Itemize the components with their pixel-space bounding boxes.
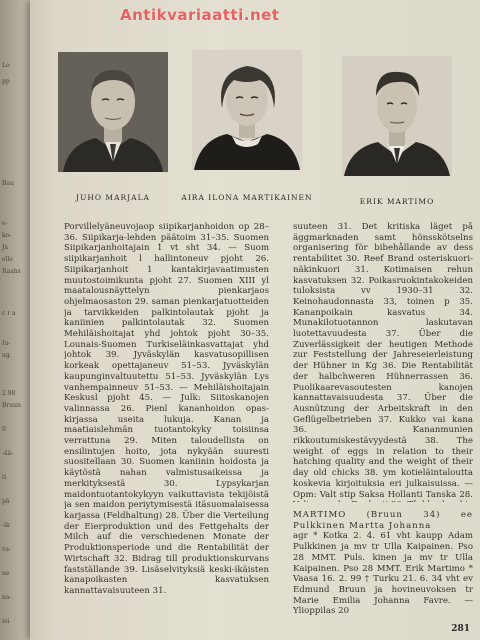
portrait-silhouette-icon	[342, 56, 452, 176]
portrait-silhouette-icon	[58, 52, 168, 172]
portrait-caption: ERIK MARTIMO	[359, 197, 435, 206]
previous-page-fragment: 2.98	[2, 390, 16, 397]
page-number: 281	[451, 624, 470, 634]
previous-page-fragment: Bau	[2, 180, 14, 187]
previous-page-fragment: va-	[2, 546, 11, 553]
previous-page-fragment: 0	[2, 426, 6, 433]
previous-page-fragment: ti	[2, 474, 7, 481]
portrait-silhouette-icon	[192, 50, 302, 170]
previous-page-fragment: -ik	[2, 522, 10, 529]
previous-page-fragment: c r a	[2, 310, 16, 317]
previous-page-fragment: na-	[2, 594, 12, 601]
previous-page-fragment: e-	[2, 220, 8, 227]
portrait-caption: JUHO MARJALA	[76, 193, 150, 202]
previous-page-fragment: pp	[2, 78, 10, 85]
portrait-photo-aira-martikainen	[192, 50, 302, 170]
entry-body: agr * Kotka 2. 4. 61 vht kaupp Adam Pulkkinen ja mv tr Ulla Kaipainen. Pso 28 MMT. Puls. kinen ja mv tr Ulla Kaipainen. Pso 28 MMT. Erik Martimo * Vaasa 16. 2. 99 † Turku 21. 6. 34 vht ev Edmund Bruun ja hovineuvoksen tr Marie Emilia Johanna Favre. — Ylioppilas 20	[293, 531, 473, 617]
portrait-caption: AIRA ILONA MARTIKAINEN	[181, 193, 313, 202]
biography-entry	[293, 510, 473, 617]
previous-page-fragment: Iu-	[2, 340, 11, 347]
previous-page-fragment: ug.	[2, 352, 12, 359]
previous-page-fragment: ioi	[2, 618, 10, 625]
previous-page-fragment: ne	[2, 570, 10, 577]
previous-page-fragment: Bruun	[2, 402, 21, 409]
previous-page-fragment: ko-	[2, 232, 12, 239]
previous-page-fragment: pä	[2, 498, 10, 505]
entry-heading: MARTIMO (Bruun 34) ee Pulkkinen Martta Johanna	[293, 510, 473, 531]
previous-page-fragment: Lo	[2, 62, 10, 69]
left-text-column: Porvillelyäneuvojaop siipikarjanhoidon op 28–36. Siipikarja-lehden päätoim 31–35. Suomen Siipikarjanhoitajain 1 vt sht 34. — Suom siipikarjanhoit l hallintoneuv pjoht 26. Siipikarjanhoit 1 kantakirjavaatimusten muutostoimikunta pjoht 27. Suomen XIII yl maatalousnäyttelyn pienkarjaos ohjelmaosaston 29. saman pienkarjatuotteiden ja tarvikkeiden palkintolautak pjoht ja kaniinien palkintolautak 32. Suomen Mehiläishoitajat yhd johtok pjoht 30–35. Lounais-Suomen Turkiseläinkasvattajat yhd johtok 39. Jyväskylän kasvatusopillisen korkeak opettajaneuv 51–53. Jyväskylän kaupunginvaltuutettu 51–53. Jyväskylän Lys vanhempainneuv 51–53. — Mehiläishoitajain Keskusl pjoht 45. — Julk: Siitoskanojen valinnassa 26. Pienl kananhoidon opas-kirjassa useita lukuja. Kanan ja maatiaislehmän tuotantokyky toisiinsa verrattuna 29. Miten taloudellista on ensilintujen hoito, jota nykyään suuresti suositellaan 30. Suomen kaniinin hoidosta ja käytöstä nahan valmistusaikeissa ja merkityksestä 30. Lypsykarjan maidontuotantokykyyn vaikuttavista tekijöistä ja sen maidon periytymisestä itäsuomalaisessa karjassa (Feldhaltung) 28. Über die Verteilung der Eierproduktion und des Fettgehalts der Milch auf die verschiedenen Monate der Produktionsperiode und die Rentabilität der Wirtschaft 32. Bidrag till produktionskurvans fastställande 39. Lisäselvityksiä keski-ikäisten kanapoikasten kasvatuksen kannattavaisuuteen 31.	[64, 222, 269, 596]
right-text-column: suuteen 31. Det kritiska läget på äggmarknaden samt hönsskötselns organisering för bibehållande av dess rentabilitet 30. Reef Brand osteriskuori-näkinkuori 31. Kotimaisen rehun kasvatuksen 32. Poikasruokintakokeiden tuloksista vv 1930–31 32. Keinohaudonnasta 33, toinen p 35. Kananpoikain kasvatus 34. Munakilotuotannon laskutavan luotettavuudesta 37. Über die Zuverlässigkeit der heutigen Methode zur Feststellung der Jahreseierleistung der Hühner in Kg 36. Die Rentabilität der halbchweren Hühnerrassen 36. Puolikaarevasoutesten kanojen kannattavaisuudesta 37. Über die Ausnützung der Arbeitskraft in den Geflügelbetrieben 37. Kukko vai kana 36. Kananmunien rikkoutumiskestävyydestä 38. The weight of eggs in relation to their hatching quality and the weight of their day old chicks 38. ym kotieläintaloutta koskevia kirjoituksia eri julkaisuissa. — Opm: Valt stip Saksa Hollanti Tanska 28.	[293, 222, 473, 500]
previous-page-fragment: -ää-	[2, 450, 14, 457]
watermark: Antikvariaatti.net	[120, 6, 280, 24]
book-page	[30, 0, 480, 640]
portrait-photo-juho-marjala	[58, 52, 168, 172]
portrait-photo-erik-martimo	[342, 56, 452, 176]
previous-page-fragment: Raahs	[2, 268, 21, 275]
previous-page-fragment: Ja	[2, 244, 8, 251]
previous-page-fragment: elle	[2, 256, 13, 263]
